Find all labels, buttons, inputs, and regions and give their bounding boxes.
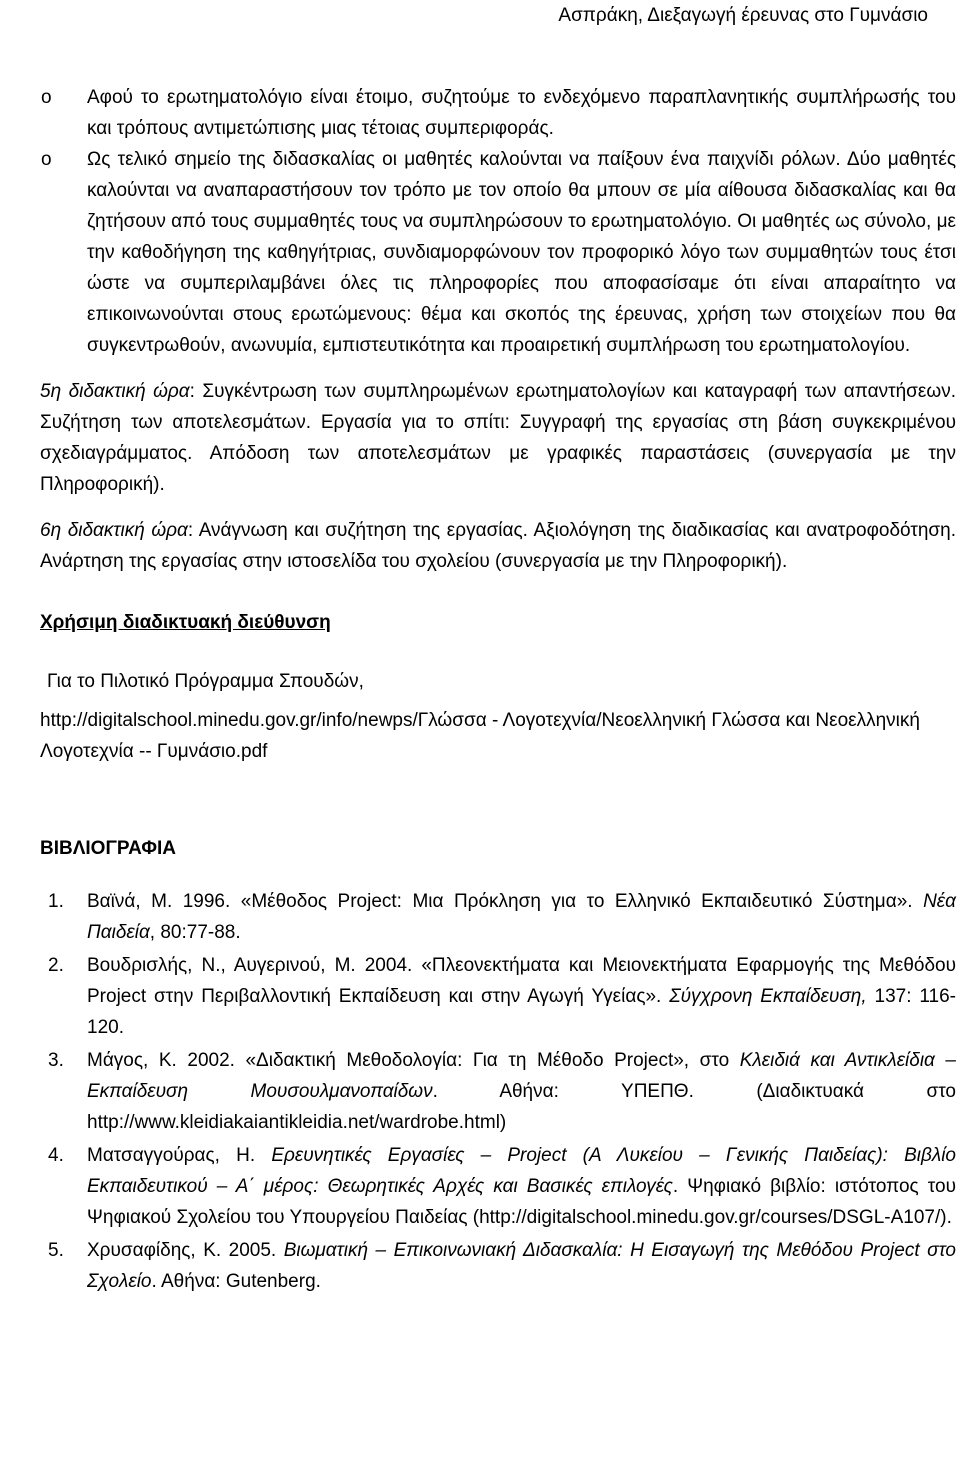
- hour-6-text: : Ανάγνωση και συζήτηση της εργασίας. Αξιολόγηση της διαδικασίας και ανατροφοδότηση. Ανάρτηση της εργασίας στην ιστοσελίδα του σχολείου (συνεργασία με την Πληροφορική).: [40, 520, 956, 572]
- reference-number: 1.: [48, 891, 64, 912]
- reference-text: Βαϊνά, Μ. 1996. «Μέθοδος Project: Μια Πρόκληση για το Ελληνικό Εκπαιδευτικό Σύστημα».: [87, 891, 924, 912]
- reference-number: 3.: [48, 1050, 64, 1071]
- reference-tail: . Αθήνα: Gutenberg.: [151, 1271, 321, 1292]
- reference-italic: Ερευνητικές Εργασίες – Project (Α Λυκείου – Γενικής Παιδείας): Βιβλίο Εκπαιδευτικού – Α΄ μέρος: Θεωρητικές Αρχές και Βασικές επιλογές: [87, 1145, 956, 1197]
- page-content: [40, 82, 956, 1297]
- hour-6-paragraph: [40, 515, 956, 577]
- reference-tail: . Αθήνα: ΥΠΕΠΘ. (Διαδικτυακά στο http://www.kleidiakaiantikleidia.net/wardrobe.html): [87, 1081, 956, 1133]
- reference-text: Βουδρισλής, Ν., Αυγερινού, Μ. 2004. «Πλεονεκτήματα και Μειονεκτήματα Εφαρμογής της Μεθόδου Project στην Περιβαλλοντική Εκπαίδευση και στην Αγωγή Υγείας».: [87, 955, 956, 1007]
- bullet-marker: o: [41, 87, 52, 108]
- activity-bullets: [40, 82, 956, 361]
- reference-item: [40, 886, 956, 948]
- curriculum-line: Για το Πιλοτικό Πρόγραμμα Σπουδών,: [47, 671, 364, 692]
- reference-tail: 137: 116-120.: [87, 986, 956, 1038]
- bullet-text: Ως τελικό σημείο της διδασκαλίας οι μαθητές καλούνται να παίξουν ένα παιχνίδι ρόλων. Δύο μαθητές καλούνται να αναπαραστήσουν τον τρόπο με τον οποίο θα μπουν σε μία αίθουσα διδασκαλίας και θα ζητήσουν από τους συμμαθητές τους να συμπληρώσουν το ερωτηματολόγιο. Οι μαθητές ως σύνολο, με την καθοδήγηση της καθηγήτριας, συνδιαμορφώνουν τον προφορικό λόγο των συμμαθητών τους έτσι ώστε να συμπεριλαμβάνει όλες τις πληροφορίες που αποφασίσαμε ότι είναι απαραίτητο να επικοινωνούνται στους ερωτώμενους: θέμα και σκοπός της έρευνας, χρήση των στοιχείων που θα συγκεντρωθούν, ανωνυμία, εμπιστευτικότητα και προαιρετική συμπλήρωση του ερωτηματολογίου.: [87, 149, 956, 356]
- hour-6-label: 6η διδακτική ώρα: [40, 520, 188, 541]
- bibliography-list: [40, 886, 956, 1297]
- reference-italic: Νέα Παιδεία: [87, 891, 956, 943]
- reference-item: [40, 1140, 956, 1233]
- bullet-item: [40, 82, 956, 144]
- bibliography-title: ΒΙΒΛΙΟΓΡΑΦΙΑ: [40, 838, 176, 859]
- reference-italic: Σύγχρονη Εκπαίδευση,: [669, 986, 867, 1007]
- reference-item: [40, 1235, 956, 1297]
- web-address-heading: Χρήσιμη διαδικτυακή διεύθυνση: [40, 612, 331, 633]
- web-address-block: [40, 666, 956, 767]
- running-header: Ασπράκη, Διεξαγωγή έρευνας στο Γυμνάσιο: [558, 5, 928, 26]
- reference-item: [40, 950, 956, 1043]
- reference-tail: , 80:77-88.: [149, 922, 241, 943]
- reference-item: [40, 1045, 956, 1138]
- curriculum-url: http://digitalschool.minedu.gov.gr/info/newps/Γλώσσα - Λογοτεχνία/Νεοελληνική Γλώσσα και Νεοελληνική Λογοτεχνία -- Γυμνάσιο.pdf: [40, 710, 920, 762]
- bullet-text: Αφού το ερωτηματολόγιο είναι έτοιμο, συζητούμε το ενδεχόμενο παραπλανητικής συμπλήρωσής του και τρόπους αντιμετώπισης μιας τέτοιας συμπεριφοράς.: [87, 87, 956, 139]
- bullet-item: [40, 144, 956, 361]
- reference-tail: . Ψηφιακό βιβλίο: ιστότοπος του Ψηφιακού Σχολείου του Υπουργείου Παιδείας (http://digitalschool.minedu.gov.gr/courses/DSGL-A107/).: [87, 1176, 956, 1228]
- reference-text: Μάγος, Κ. 2002. «Διδακτική Μεθοδολογία: Για τη Μέθοδο Project», στο: [87, 1050, 740, 1071]
- reference-number: 2.: [48, 955, 64, 976]
- reference-text: Χρυσαφίδης, Κ. 2005.: [87, 1240, 284, 1261]
- hour-5-label: 5η διδακτική ώρα: [40, 381, 190, 402]
- reference-italic: Κλειδιά και Αντικλείδια – Εκπαίδευση Μουσουλμανοπαίδων: [87, 1050, 957, 1102]
- hour-5-paragraph: [40, 376, 956, 500]
- reference-text: Ματσαγγούρας, Η.: [87, 1145, 272, 1166]
- bullet-marker: o: [41, 149, 52, 170]
- reference-italic: Βιωματική – Επικοινωνιακή Διδασκαλία: Η Εισαγωγή της Μεθόδου Project στο Σχολείο: [87, 1240, 956, 1292]
- reference-number: 4.: [48, 1145, 64, 1166]
- hour-5-text: : Συγκέντρωση των συμπληρωμένων ερωτηματολογίων και καταγραφή των απαντήσεων. Συζήτηση των αποτελεσμάτων. Εργασία για το σπίτι: Συγγραφή της εργασίας στη βάση συγκεκριμένου σχεδιαγράμματος. Απόδοση των αποτελεσμάτων με γραφικές παραστάσεις (συνεργασία με την Πληροφορική).: [40, 381, 956, 495]
- reference-number: 5.: [48, 1240, 64, 1261]
